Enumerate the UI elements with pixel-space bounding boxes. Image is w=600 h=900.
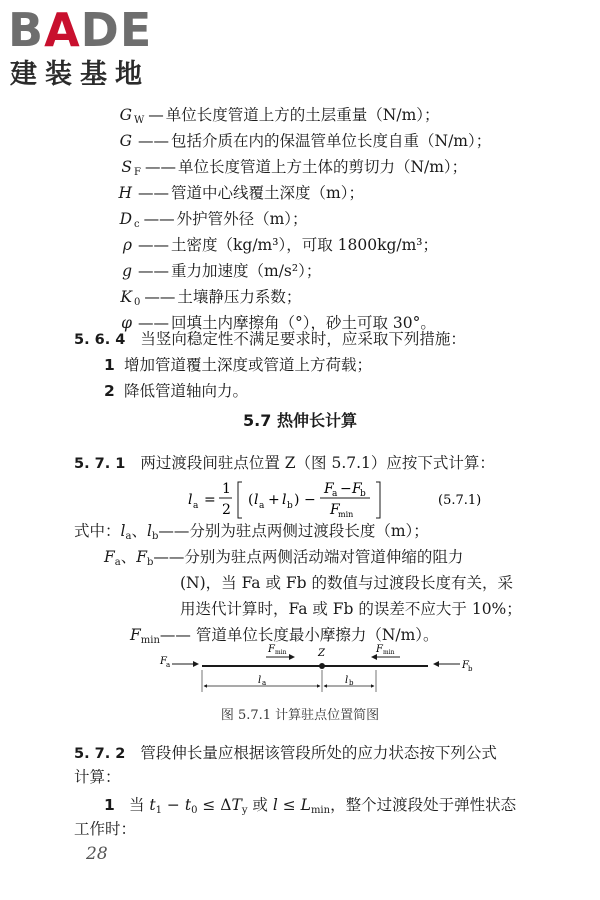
page-number: 28	[86, 844, 108, 864]
definition-text: 管道中心线覆土深度（m）；	[171, 184, 364, 202]
svg-text:min: min	[383, 649, 395, 656]
label-fb: F	[462, 660, 469, 671]
definition-dash: ——	[138, 132, 169, 150]
definition-subscript: F	[134, 167, 141, 178]
definition-symbol: H	[118, 184, 132, 202]
list-item-continued: 工作时：	[74, 820, 137, 838]
definition-subscript: 0	[134, 297, 141, 308]
label-fmin-left: F	[268, 644, 275, 655]
item-text: 降低管道轴向力。	[124, 382, 249, 400]
label-z: Z	[318, 648, 325, 659]
clause-text: 当竖向稳定性不满足要求时，应采取下列措施：	[140, 330, 466, 348]
svg-text:l: l	[254, 492, 259, 508]
svg-text:l: l	[282, 492, 287, 508]
where-text: ——分别为驻点两侧活动端对管道伸缩的阻力	[153, 548, 464, 566]
definition-dash: ——	[144, 158, 176, 176]
logo-subtitle: 建装基地	[10, 59, 150, 90]
definition-subscript: W	[134, 115, 145, 126]
definition-symbol: g	[122, 262, 132, 280]
definition-line	[96, 260, 321, 288]
svg-text:−: −	[340, 481, 352, 497]
svg-text:=: =	[204, 492, 216, 508]
definition-text: 单位长度管道上方的土层重量（N/m）；	[165, 106, 440, 124]
where-line-2b: (N)，当 Fa 或 Fb 的数值与过渡段长度有关，采	[180, 574, 513, 592]
stationary-point	[319, 663, 325, 669]
logo-letters-de: DE	[80, 3, 153, 57]
definition-text: 单位长度管道上方土体的剪切力（N/m）；	[177, 158, 468, 176]
definition-line	[96, 286, 301, 314]
definition-symbol: G	[119, 132, 132, 150]
logo-wordmark	[8, 2, 152, 58]
definition-text: 包括介质在内的保温管单位长度自重（N/m）；	[171, 132, 492, 150]
definition-dash: ——	[144, 288, 176, 306]
list-item	[104, 354, 372, 376]
definition-text: 回填土内摩擦角（°），砂土可取 30°。	[171, 314, 436, 332]
definition-dash: ——	[138, 314, 169, 332]
definition-dash: ——	[143, 210, 175, 228]
list-item: 1 当 $t_1 - t_0 \le \Delta T_y$ 或 $l \le L_{min}$，整个过渡段处于弹性状态	[104, 796, 517, 816]
definition-text: 土壤静压力系数；	[177, 288, 302, 306]
svg-text:min: min	[338, 510, 354, 519]
definition-symbol: G	[119, 106, 132, 124]
where-line-3: $F_{min}——$ 管道单位长度最小摩擦力（N/m）。	[130, 626, 439, 646]
clause-5-7-1	[74, 452, 495, 475]
svg-text:+: +	[268, 492, 280, 508]
svg-text:(: (	[248, 492, 254, 508]
definition-text: 外护管外径（m）；	[176, 210, 308, 228]
definition-symbol: D	[119, 210, 132, 228]
definition-dash: ——	[138, 184, 169, 202]
definition-text: 土密度（kg/m³），可取 1800kg/m³；	[171, 236, 439, 254]
item-number: 1	[104, 796, 115, 814]
definition-line	[96, 208, 308, 236]
where-line-1: 式中：$l_a$、$l_b——$分别为驻点两侧过渡段长度（m）；	[74, 522, 429, 542]
clause-number: 5. 6. 4	[74, 332, 126, 348]
definition-subscript: c	[134, 219, 140, 230]
clause-text: 两过渡段间驻点位置 Z（图 5.7.1）应按下式计算：	[140, 454, 495, 472]
definition-symbol: φ	[121, 314, 132, 332]
bade-logo	[4, 2, 204, 98]
definition-text: 重力加速度（m/s²）；	[171, 262, 322, 280]
figure-caption: 图 5.7.1 计算驻点位置简图	[220, 708, 380, 723]
svg-text:−: −	[304, 492, 316, 508]
svg-text:l: l	[188, 492, 193, 508]
definition-line	[96, 130, 491, 158]
definition-line	[96, 234, 438, 262]
where-lead: 式中：	[74, 522, 121, 540]
where-text: —— 管道单位长度最小摩擦力（N/m）。	[159, 626, 439, 644]
definition-dash: —	[148, 106, 164, 124]
svg-text:a: a	[166, 661, 171, 669]
clause-5-6-4	[74, 328, 466, 351]
svg-text:2: 2	[222, 502, 231, 518]
clause-number: 5. 7. 2	[74, 746, 126, 762]
stationary-point-diagram	[150, 642, 480, 702]
label-la: l	[258, 675, 262, 686]
svg-text:F: F	[352, 481, 362, 497]
svg-text:a: a	[332, 489, 338, 499]
svg-text:b: b	[349, 679, 354, 687]
list-item	[104, 380, 248, 402]
clause-text: 管段伸长量应根据该管段所处的应力状态按下列公式	[140, 744, 497, 762]
formula-5-7-1	[188, 476, 588, 522]
clause-5-7-2	[74, 742, 497, 765]
label-fmin-right: F	[376, 644, 383, 655]
svg-text:b: b	[287, 501, 293, 511]
definition-line	[96, 104, 440, 132]
logo-letter-a: A	[44, 3, 81, 57]
clause-number: 5. 7. 1	[74, 456, 126, 472]
clause-text-continued: 计算：	[74, 768, 121, 786]
svg-text:a: a	[193, 501, 199, 511]
svg-text:F: F	[330, 502, 340, 518]
svg-text:F: F	[324, 481, 334, 497]
definition-dash: ——	[138, 236, 169, 254]
item-number: 1	[104, 356, 115, 374]
svg-text:1: 1	[222, 481, 231, 497]
definition-line	[96, 156, 467, 184]
svg-text:b: b	[360, 489, 366, 499]
formula-label: (5.7.1)	[438, 493, 482, 508]
definition-symbol: S	[121, 158, 132, 176]
section-heading: 5.7 热伸长计算	[243, 411, 357, 430]
svg-text:): )	[294, 492, 300, 508]
logo-letter-b: B	[8, 3, 45, 57]
svg-text:a: a	[262, 679, 267, 687]
definition-symbol: K	[120, 288, 132, 306]
svg-text:a: a	[259, 501, 265, 511]
svg-text:b: b	[468, 665, 473, 673]
item-number: 2	[104, 382, 115, 400]
where-line-2c: 用迭代计算时，Fa 或 Fb 的误差不应大于 10%；	[180, 600, 522, 618]
label-fa: F	[160, 656, 167, 667]
where-line-2: $F_a$、$F_b——$分别为驻点两侧活动端对管道伸缩的阻力	[104, 548, 464, 568]
item-text: 增加管道覆土深度或管道上方荷载；	[124, 356, 373, 374]
definition-line	[96, 182, 364, 210]
svg-text:min: min	[275, 649, 287, 656]
label-lb: l	[345, 675, 349, 686]
where-text: ——分别为驻点两侧过渡段长度（m）；	[158, 522, 429, 540]
definition-dash: ——	[138, 262, 169, 280]
definition-symbol: ρ	[122, 236, 132, 254]
